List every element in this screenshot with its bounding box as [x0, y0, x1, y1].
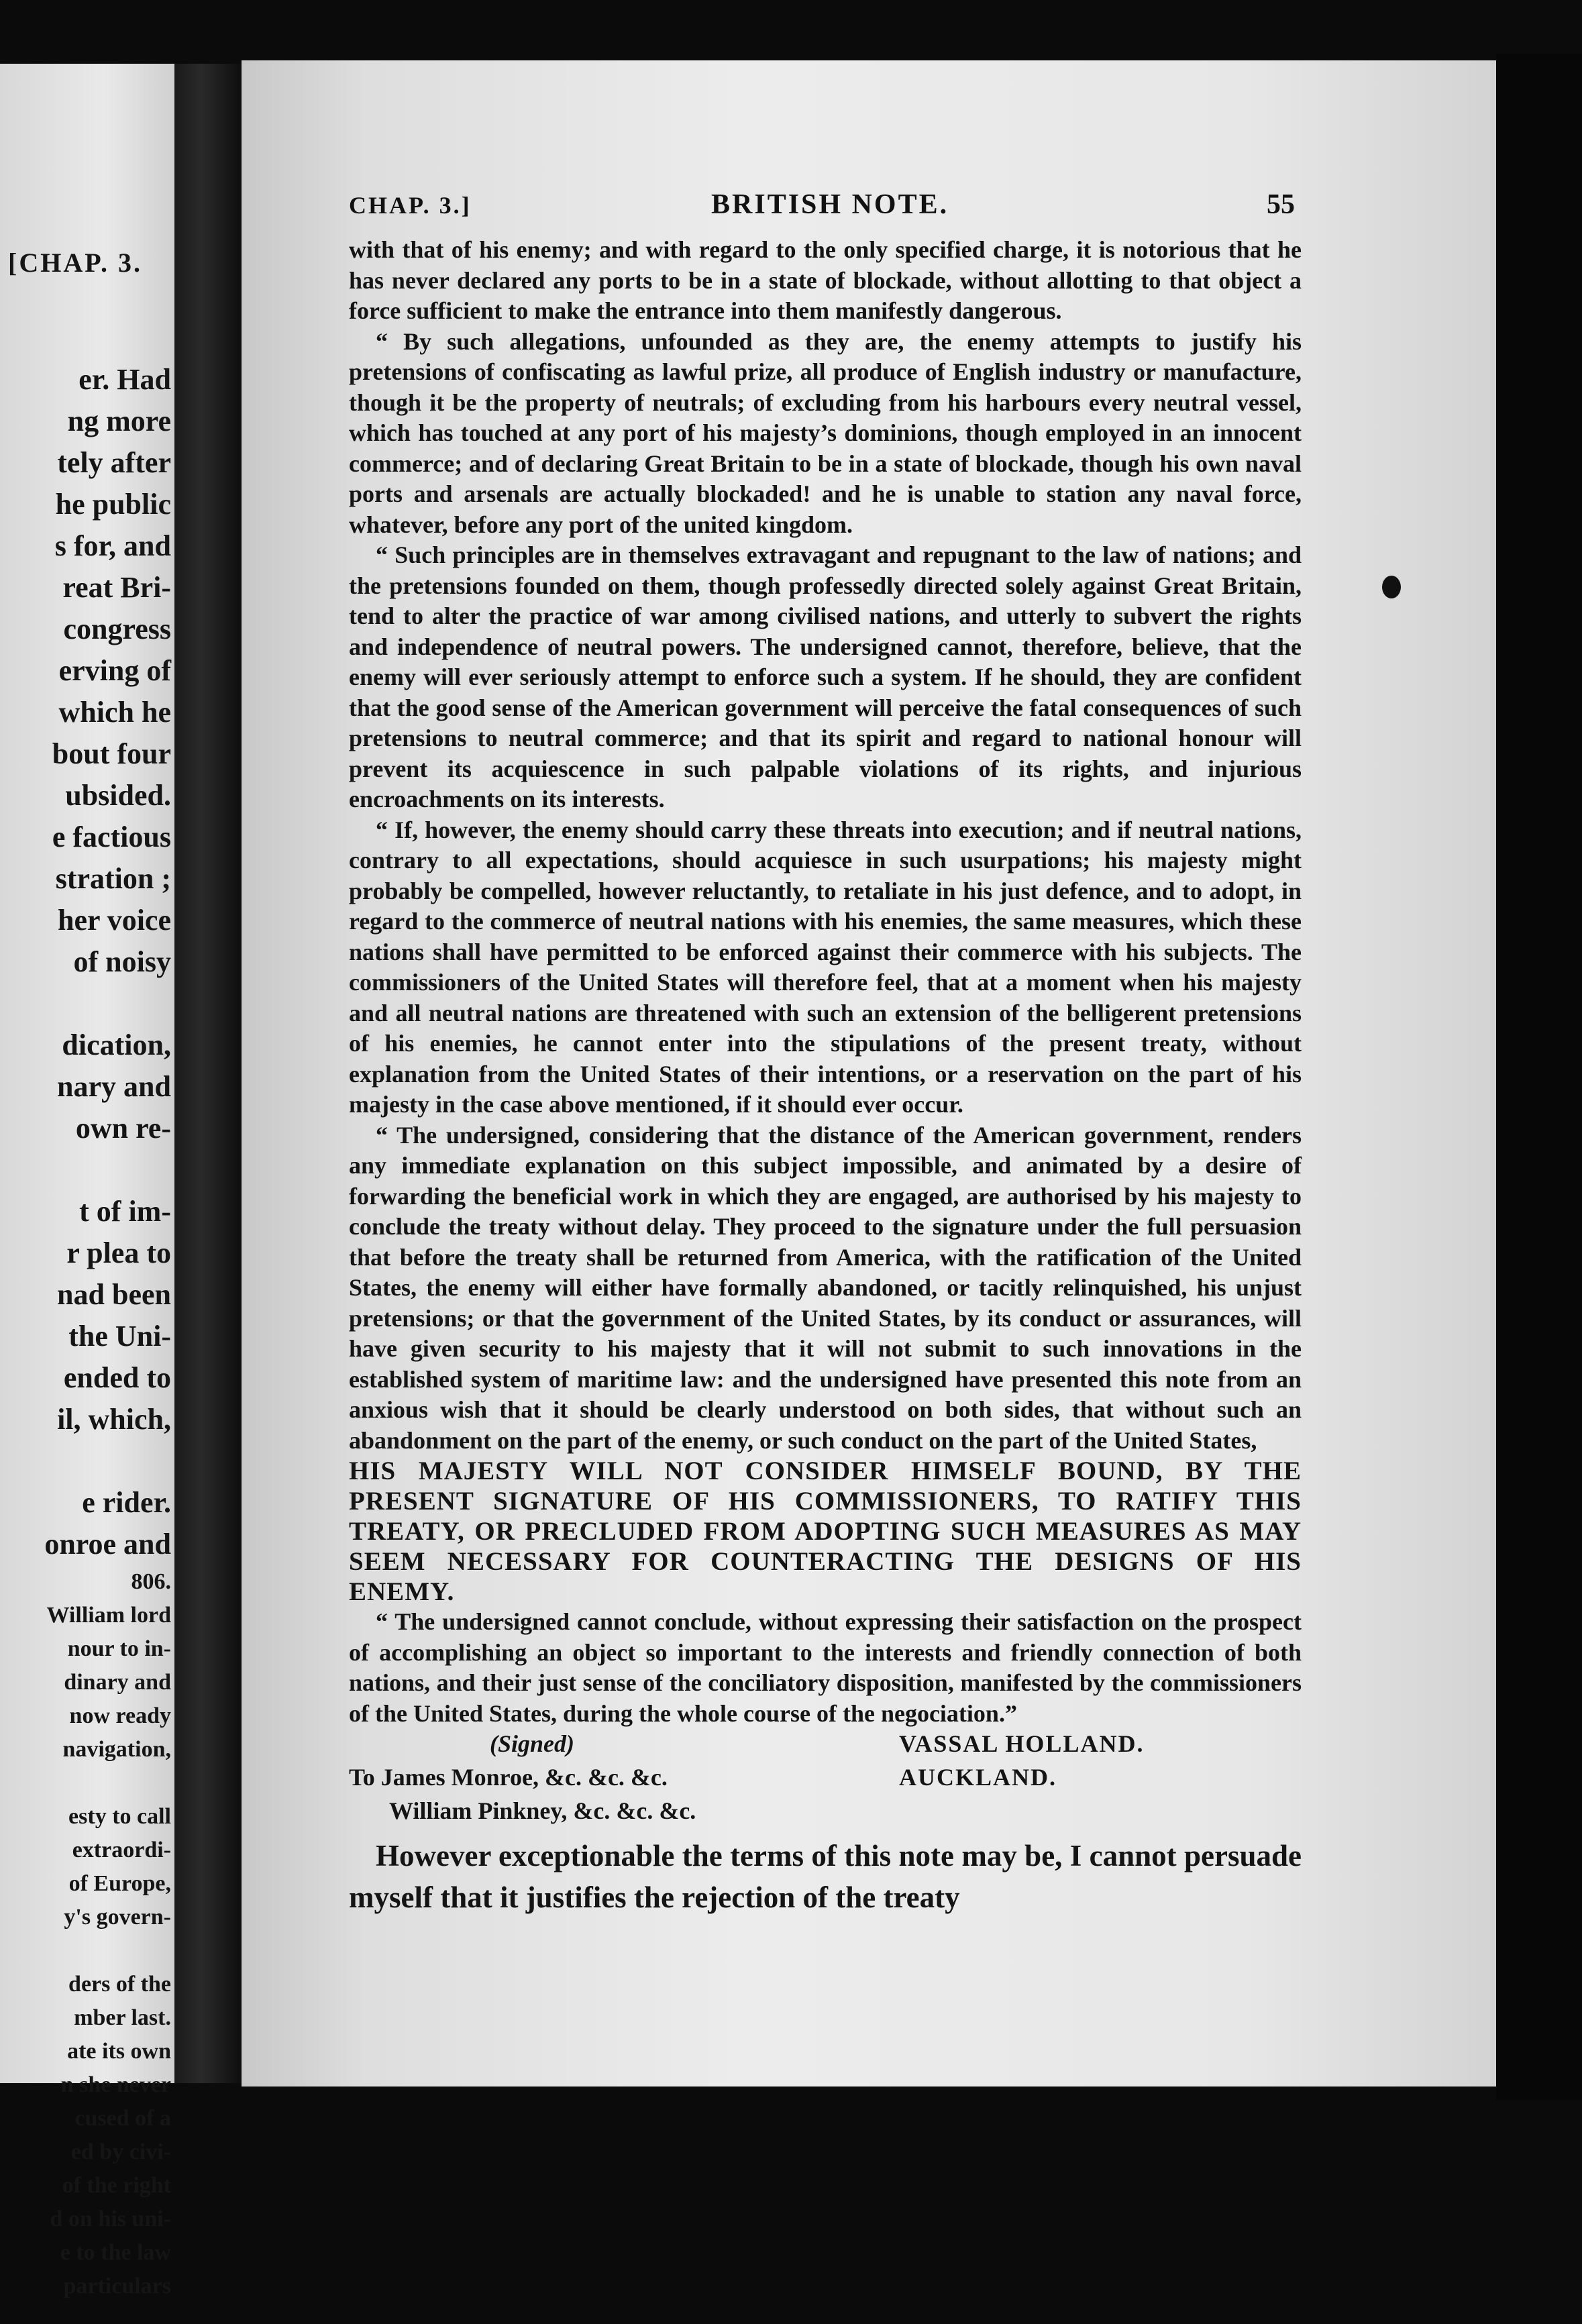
signer-auckland: AUCKLAND.: [899, 1764, 1057, 1791]
left-line: ng more: [67, 405, 171, 437]
left-line: il, which,: [57, 1403, 171, 1436]
left-line: e to the law: [60, 2240, 171, 2265]
left-line: r plea to: [66, 1236, 171, 1269]
left-line: ed by civi-: [70, 2140, 171, 2164]
left-line: d on his uni-: [50, 2207, 171, 2231]
left-line: [0, 1934, 171, 1968]
signer-holland: VASSAL HOLLAND.: [899, 1730, 1145, 1757]
paragraph-6: “ The undersigned cannot conclude, without expressing their satisfaction on the prospect of accomplishing an object so important to the interests and friendly connection of both nations, and their just sense of the conciliatory disposition, manifested by the commissioners of the United States, during the whole course of the negociation.”: [349, 1608, 1302, 1727]
left-line: n she never: [60, 2072, 171, 2097]
left-line: he public: [55, 488, 171, 521]
left-page-header: [CHAP. 3.: [8, 248, 142, 278]
left-line: her voice: [57, 904, 171, 937]
left-line: e factious: [52, 821, 171, 853]
left-line: erving of: [58, 654, 171, 687]
left-line: ders of the: [68, 1972, 171, 1997]
signature-row-3: [349, 1796, 1302, 1830]
running-title: BRITISH NOTE.: [711, 189, 949, 220]
left-line: ate its own: [67, 2039, 171, 2064]
left-line: of noisy: [73, 945, 171, 978]
left-line: 806.: [131, 1569, 171, 1594]
running-header: [349, 191, 1295, 231]
left-line: e rider.: [82, 1486, 171, 1519]
left-line: nary and: [57, 1070, 171, 1103]
left-line: of the right: [62, 2173, 171, 2198]
paragraph-4: “ If, however, the enemy should carry these threats into execution; and if neutral nations, contrary to all expectations, should acquiesce in such usurpations; his majesty might probably be compelled, however reluctantly, to retaliate in his just defence, and to adopt, in regard to the commerce of neutral nations with his enemies, the same measures, which these nations shall have permitted to be enforced against their commerce with his subjects. The commissioners of the United States will therefore feel, that at a moment when his majesty and all neutral nations are threatened with such an extension of the belligerent pretensions of his enemies, he cannot enter into the stipulations of the present treaty, without explanation from the United States of their intentions, or a reservation on the part of his majesty in the case above mentioned, if it should ever occur.: [349, 816, 1302, 1118]
left-line: onroe and: [44, 1528, 171, 1561]
left-line: the Uni-: [68, 1320, 171, 1353]
book-gutter: [174, 64, 242, 2083]
chapter-label: CHAP. 3.]: [349, 192, 472, 219]
signed-label: (Signed): [490, 1730, 574, 1757]
paragraph-1: with that of his enemy; and with regard to the only specified charge, it is notorious that he has never declared any ports to be in a state of blockade, without allotting to that object a force sufficient to make the entrance into them manifestly dangerous.: [349, 236, 1302, 324]
addressee-monroe: To James Monroe, &c. &c. &c.: [349, 1764, 668, 1791]
paragraph-5-emphasis: HIS MAJESTY WILL NOT CONSIDER HIMSELF BOUND, BY THE PRESENT SIGNATURE OF HIS COMMISSIONERS, TO RATIFY THIS TREATY, OR PRECLUDED FROM ADOPTING SUCH MEASURES AS MAY SEEM NECESSARY FOR COUNTERACTING THE DESIGNS OF HIS ENEMY.: [349, 1457, 1302, 1606]
left-line: bout four: [52, 737, 171, 770]
left-line: tely after: [57, 446, 171, 479]
left-line: s for, and: [54, 529, 171, 562]
left-line: cused of a: [74, 2106, 171, 2131]
paragraph-5: “ The undersigned, considering that the distance of the American government, renders any immediate explanation on this subject impossible, and animated by a desire of forwarding the beneficial work in which they are engaged, are authorised by his majesty to conclude the treaty without delay. They proceed to the signature under the full persuasion that before the treaty shall be returned from America, with the ratification of the United States, the enemy will either have formally abandoned, or tacitly relinquished, his unjust pretensions; or that the government of the United States, by its conduct or assurances, will have given security to his majesty that it will not submit to such innovations in the established system of maritime law: and the undersigned have presented this note from an anxious wish that it should be clearly understood on both sides, that without such an abandonment on the part of the enemy, or such conduct on the part of the United States,: [349, 1121, 1302, 1454]
left-line: which he: [58, 696, 171, 729]
left-line: y's govern-: [64, 1905, 171, 1930]
signature-row-2: [349, 1762, 1302, 1796]
page-edge-shadow: [1496, 54, 1582, 2100]
left-line: er. Had: [78, 363, 171, 396]
page-number: 55: [1267, 189, 1295, 220]
left-line: congress: [63, 613, 171, 645]
left-line: reat Bri-: [62, 571, 171, 604]
left-line: extraordi-: [72, 1838, 171, 1862]
left-line: ubsided.: [65, 779, 171, 812]
left-line: dinary and: [64, 1670, 171, 1695]
left-line: stration ;: [55, 862, 171, 895]
left-page-fragment: [0, 64, 174, 2299]
left-line: esty to call: [68, 1804, 171, 1829]
closing-paragraph: However exceptionable the terms of this note may be, I cannot persuade myself that it justifies the rejection of the treaty: [349, 1839, 1302, 1914]
left-line: navigation,: [62, 1737, 171, 1762]
left-line: own re-: [75, 1112, 171, 1145]
left-line: [0, 983, 171, 1024]
left-line: William lord: [46, 1603, 171, 1628]
left-page-text: [0, 359, 171, 2303]
left-line: nour to in-: [67, 1636, 171, 1661]
left-line: dication,: [62, 1028, 171, 1061]
left-line: mber last.: [74, 2005, 171, 2030]
left-line: [0, 1766, 171, 1800]
left-line: nad been: [57, 1278, 171, 1311]
signature-row-1: [349, 1729, 1302, 1762]
ink-spot: [1382, 576, 1401, 598]
left-line: now ready: [69, 1703, 171, 1728]
paragraph-2: “ By such allegations, unfounded as they are, the enemy attempts to justify his pretensions of confiscating as lawful prize, all produce of English industry or manufacture, though it be the property of neutrals; of excluding from his harbours every neutral vessel, which has touched at any port of his majesty’s dominions, though employed in an innocent commerce; and of declaring Great Britain to be in a state of blockade, though his own naval ports and arsenals are actually blockaded! and he is unable to station any naval force, whatever, before any port of the united kingdom.: [349, 327, 1302, 538]
left-line: [0, 1440, 171, 1482]
left-line: ended to: [63, 1361, 171, 1394]
left-line: particulars: [63, 2274, 171, 2299]
body-text: [349, 235, 1302, 1918]
left-line: t of im-: [79, 1195, 171, 1228]
left-line: [0, 1149, 171, 1191]
paragraph-3: “ Such principles are in themselves extravagant and repugnant to the law of nations; and the pretensions founded on them, though professedly directed solely against Great Britain, tend to alter the practice of war among civilised nations, and utterly to subvert the rights and independence of neutral powers. The undersigned cannot, therefore, believe, that the enemy will ever seriously attempt to enforce such a system. If he should, they are confident that the good sense of the American government will perceive the fatal consequences of such pretensions to neutral commerce; and that its spirit and regard to national honour will prevent its acquiescence in such palpable violations of its rights, and injurious encroachments on its interests.: [349, 541, 1302, 812]
addressee-pinkney: William Pinkney, &c. &c. &c.: [389, 1797, 696, 1824]
left-line: of Europe,: [68, 1871, 171, 1896]
